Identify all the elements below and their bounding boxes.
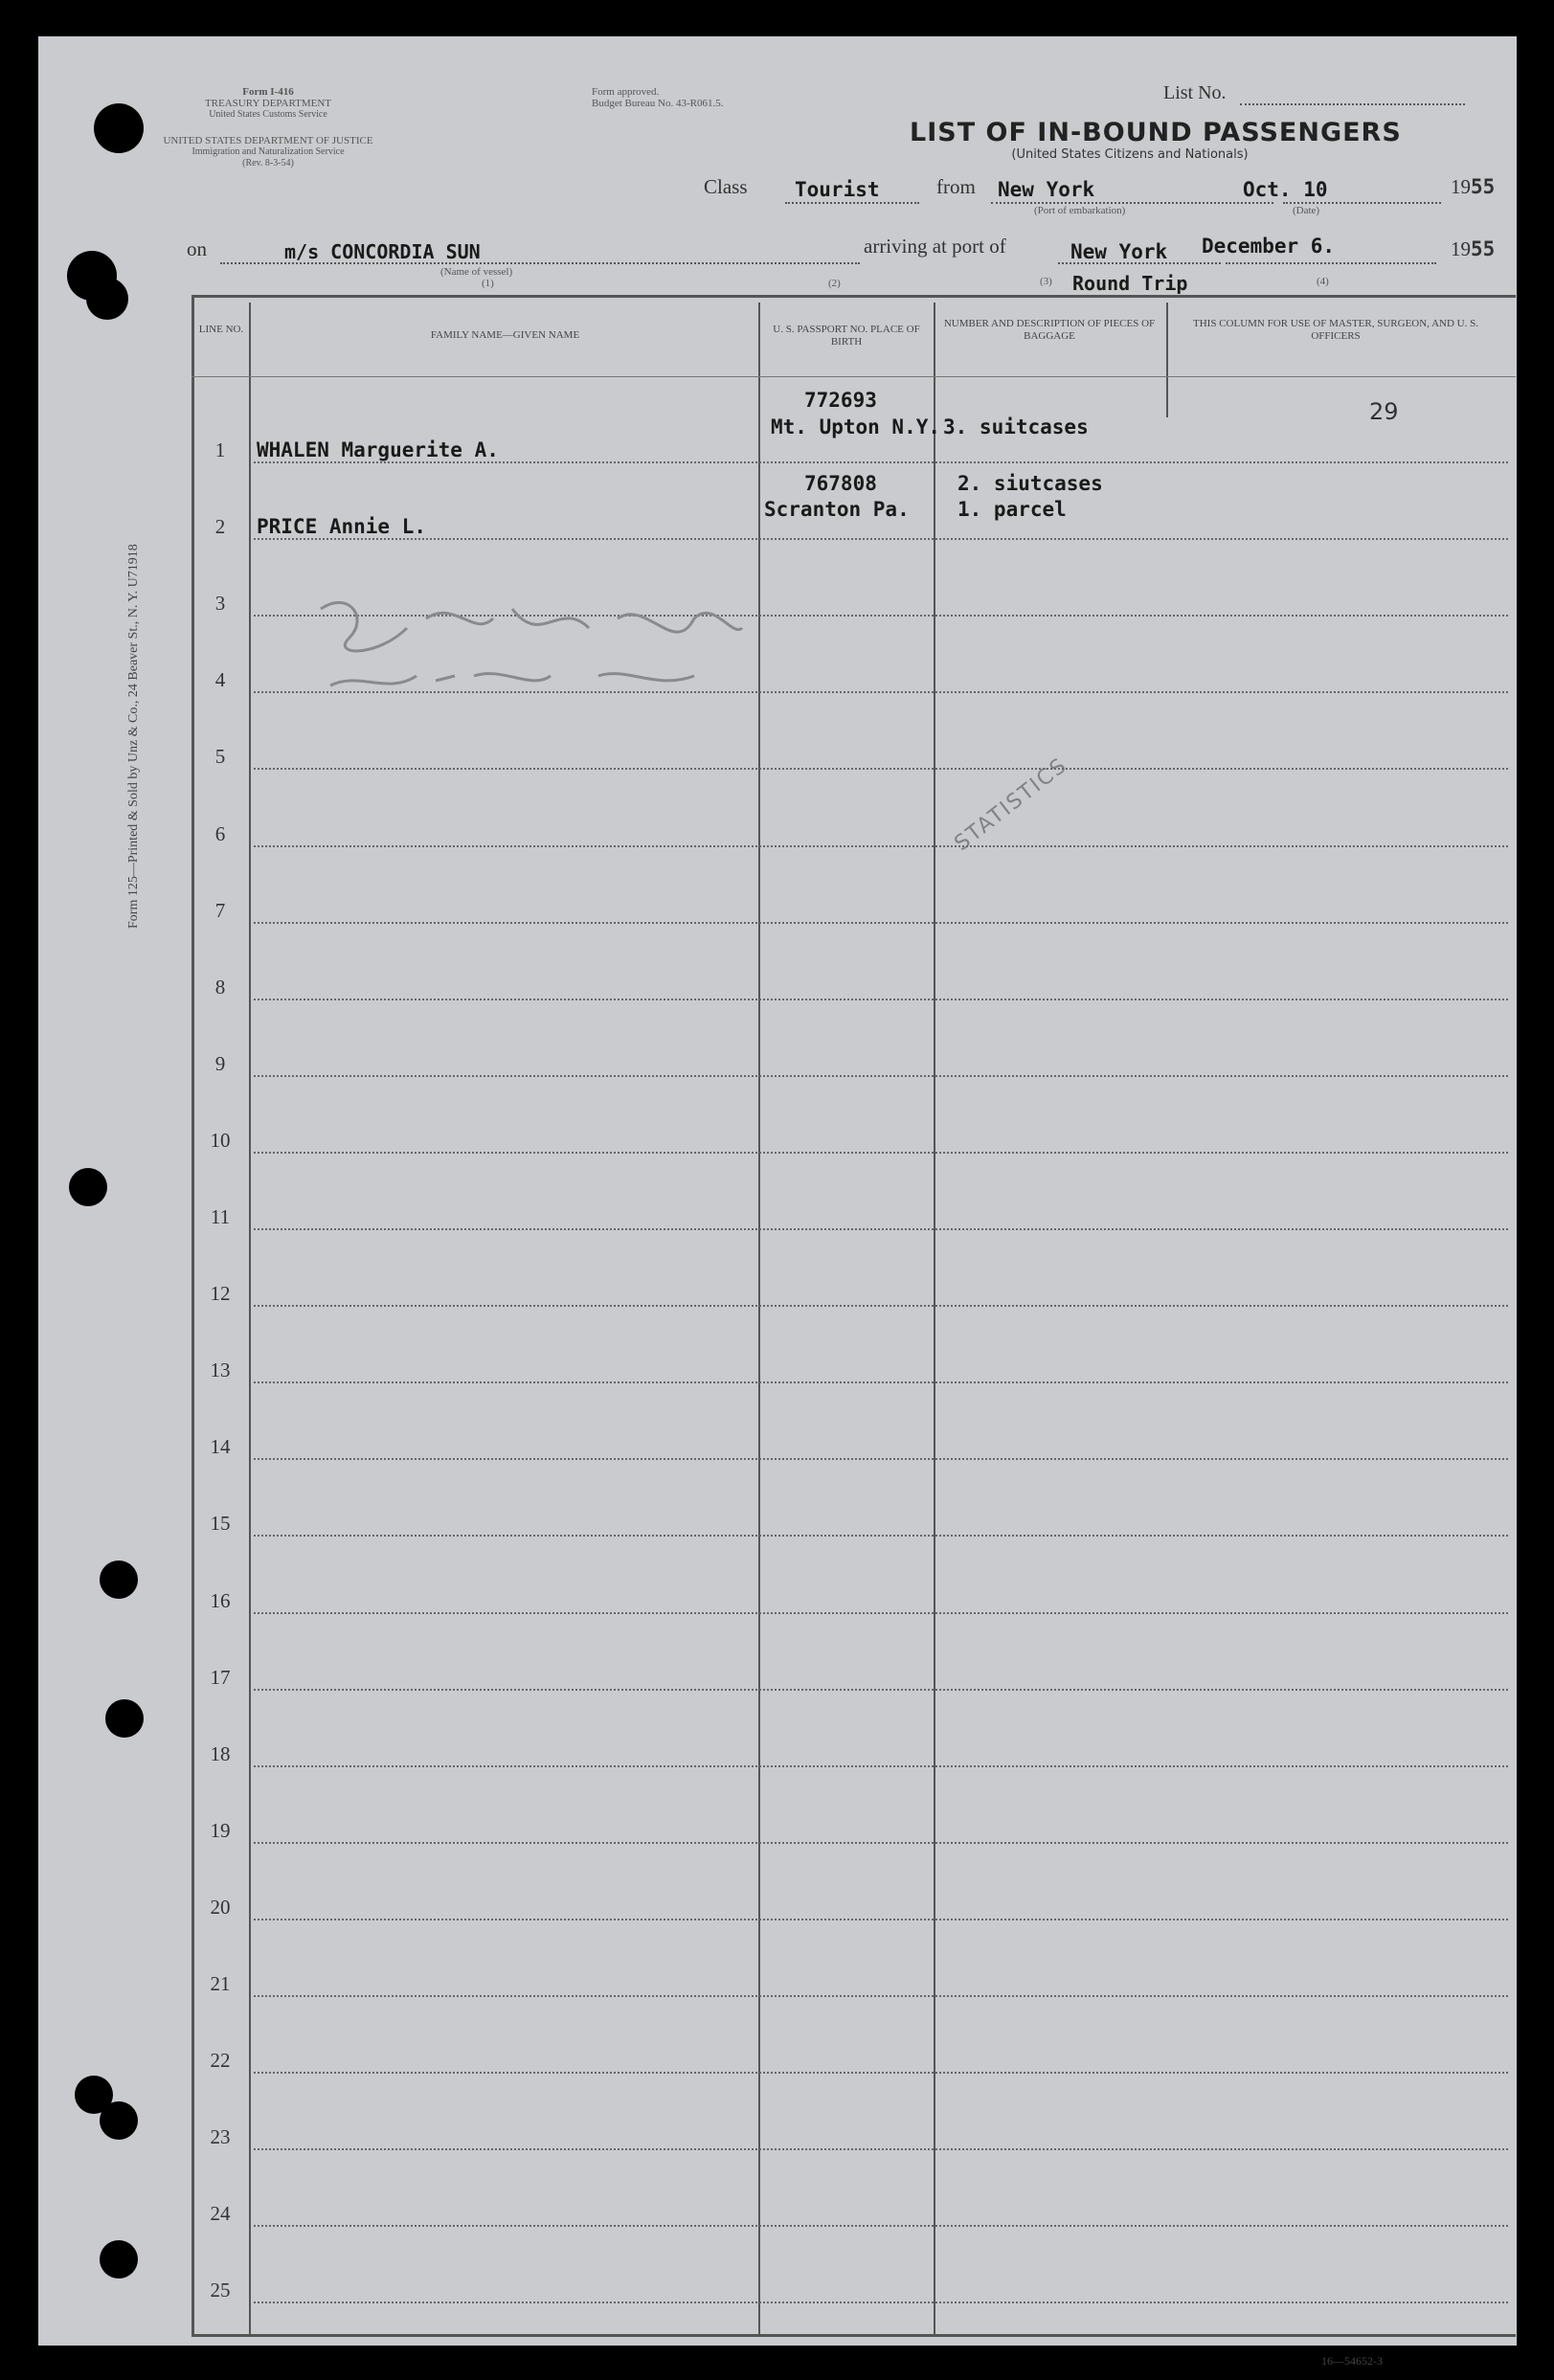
row-rule <box>254 922 1508 924</box>
class-label: Class <box>704 175 748 198</box>
line-number: 15 <box>210 1512 231 1536</box>
line-number: 22 <box>210 2049 231 2073</box>
date-field <box>1283 202 1441 204</box>
row-rule <box>254 1842 1508 1844</box>
handwriting-scribble <box>311 580 752 722</box>
line-number: 5 <box>214 745 226 769</box>
trip-note: Round Trip <box>1072 272 1188 295</box>
arrival-year: 55 <box>1471 237 1496 260</box>
col-divider-4 <box>1166 303 1168 417</box>
embarkation-date: Oct. 10 <box>1243 178 1328 201</box>
year-prefix-2: 1955 <box>1451 237 1496 260</box>
line-number: 13 <box>210 1358 231 1382</box>
row-rule <box>254 2148 1508 2150</box>
statistics-stamp: STATISTICS <box>950 752 1072 857</box>
passenger-1-birthplace: Mt. Upton N.Y. <box>771 415 941 438</box>
passenger-2-passport: 767808 <box>804 472 877 495</box>
vessel-name: m/s CONCORDIA SUN <box>284 240 481 263</box>
row-rule <box>254 1535 1508 1537</box>
line-number: 14 <box>210 1435 231 1459</box>
row-rule <box>254 1919 1508 1920</box>
arriving-label: arriving at port of <box>864 235 1006 258</box>
row-rule <box>254 2301 1508 2303</box>
col-header-baggage: NUMBER AND DESCRIPTION OF PIECES OF BAGGAGE <box>943 318 1156 342</box>
line-number: 2 <box>214 515 226 539</box>
col-header-passport: U. S. PASSPORT NO. PLACE OF BIRTH <box>773 324 920 348</box>
binder-hole <box>69 1168 107 1206</box>
caption-4: (4) <box>1317 276 1329 287</box>
passenger-1-officer-note: 29 <box>1369 398 1399 425</box>
page-subtitle: (United States Citizens and Nationals) <box>1011 147 1249 162</box>
department-treasury: TREASURY DEPARTMENT <box>204 98 332 109</box>
passenger-2-baggage-2: 1. parcel <box>957 498 1067 521</box>
row-rule <box>254 1458 1508 1460</box>
caption-2: (2) <box>828 278 841 289</box>
row-rule <box>254 1075 1508 1077</box>
passenger-1-name: WHALEN Marguerite A. <box>257 438 499 461</box>
from-label: from <box>936 175 976 198</box>
passenger-2-baggage-1: 2. siutcases <box>957 472 1103 495</box>
row-rule <box>254 1995 1508 1997</box>
col-header-line: LINE NO. <box>198 324 244 335</box>
line-number: 3 <box>214 592 226 616</box>
line-number: 11 <box>210 1205 231 1228</box>
line-number: 6 <box>214 821 226 845</box>
form-approved: Form approved. <box>592 86 660 98</box>
printer-side-text: Form 125—Printed & Sold by Unz & Co., 24 Beaver St., N. Y. U71918 <box>126 544 141 929</box>
row-rule <box>254 1228 1508 1230</box>
page-title: LIST OF IN-BOUND PASSENGERS <box>910 118 1402 147</box>
line-number: 18 <box>210 1741 231 1765</box>
row-rule <box>254 1152 1508 1154</box>
row-rule <box>254 2225 1508 2227</box>
row-rule <box>254 1689 1508 1691</box>
col-header-name: FAMILY NAME—GIVEN NAME <box>430 329 580 341</box>
year-prefix-1: 1955 <box>1451 175 1496 198</box>
ins-service: Immigration and Naturalization Service <box>191 146 345 157</box>
row-rule <box>254 2072 1508 2074</box>
line-number: 24 <box>210 2202 231 2226</box>
binder-hole <box>94 103 144 153</box>
binder-hole <box>86 278 128 320</box>
line-number: 4 <box>214 668 226 692</box>
form-number: Form I-416 <box>242 86 294 98</box>
row-rule <box>254 1305 1508 1307</box>
line-number: 10 <box>210 1128 231 1152</box>
caption-3: (3) <box>1040 276 1052 287</box>
line-number: 7 <box>214 898 226 922</box>
vessel-caption: (Name of vessel) <box>440 266 513 278</box>
list-no-label: List No. <box>1163 82 1227 103</box>
arrival-port: New York <box>1070 240 1168 263</box>
col-divider-2 <box>758 303 760 2334</box>
footer-code: 16—54652-3 <box>1321 2354 1383 2368</box>
passenger-1-baggage: 3. suitcases <box>943 415 1089 438</box>
line-number: 16 <box>210 1588 231 1612</box>
passenger-2-name: PRICE Annie L. <box>257 515 427 538</box>
line-number: 1 <box>214 438 226 461</box>
port-caption: (Port of embarkation) <box>1034 205 1126 216</box>
row-rule <box>254 1765 1508 1767</box>
row-rule <box>254 1612 1508 1614</box>
list-no-field <box>1240 103 1465 105</box>
budget-bureau: Budget Bureau No. 43-R061.5. <box>592 98 724 109</box>
row-rule <box>254 845 1508 847</box>
binder-hole <box>100 2240 138 2279</box>
line-number: 21 <box>210 1972 231 1995</box>
line-number: 20 <box>210 1895 231 1919</box>
class-field <box>785 202 919 204</box>
binder-hole <box>100 1560 138 1599</box>
passenger-1-passport: 772693 <box>804 389 877 412</box>
line-number: 25 <box>210 2279 231 2302</box>
arrival-date: December 6. <box>1202 235 1336 258</box>
row-rule <box>254 768 1508 770</box>
row-rule <box>254 461 1508 463</box>
date-caption: (Date) <box>1293 205 1320 216</box>
revision-date: (Rev. 8-3-54) <box>242 158 294 168</box>
header-rule <box>191 376 1516 377</box>
col-divider-3 <box>934 303 935 2334</box>
line-number: 19 <box>210 1818 231 1842</box>
table-top-border <box>191 295 1516 298</box>
department-justice: UNITED STATES DEPARTMENT OF JUSTICE <box>163 135 373 146</box>
arrival-date-field <box>1226 262 1436 264</box>
form-page <box>38 36 1517 2368</box>
from-field <box>991 202 1273 204</box>
line-number: 8 <box>214 975 226 999</box>
row-rule <box>254 999 1508 1000</box>
caption-1: (1) <box>482 278 494 289</box>
table-bottom-border <box>191 2334 1516 2337</box>
on-label: on <box>187 237 207 260</box>
row-rule <box>254 538 1508 540</box>
binder-hole <box>100 2101 138 2140</box>
table-left-border <box>191 295 194 2334</box>
line-number: 12 <box>210 1282 231 1306</box>
embarkation-port: New York <box>998 178 1095 201</box>
col-header-officers: THIS COLUMN FOR USE OF MASTER, SURGEON, AND U. S. OFFICERS <box>1193 318 1478 342</box>
line-number: 9 <box>214 1051 226 1075</box>
customs-service: United States Customs Service <box>209 109 327 120</box>
line-number: 17 <box>210 1665 231 1689</box>
binder-hole <box>105 1699 144 1738</box>
passenger-2-birthplace: Scranton Pa. <box>764 498 910 521</box>
line-number: 23 <box>210 2125 231 2149</box>
embarkation-year: 55 <box>1471 175 1496 198</box>
row-rule <box>254 1381 1508 1383</box>
class-value: Tourist <box>795 178 880 201</box>
col-divider-1 <box>249 303 251 2334</box>
